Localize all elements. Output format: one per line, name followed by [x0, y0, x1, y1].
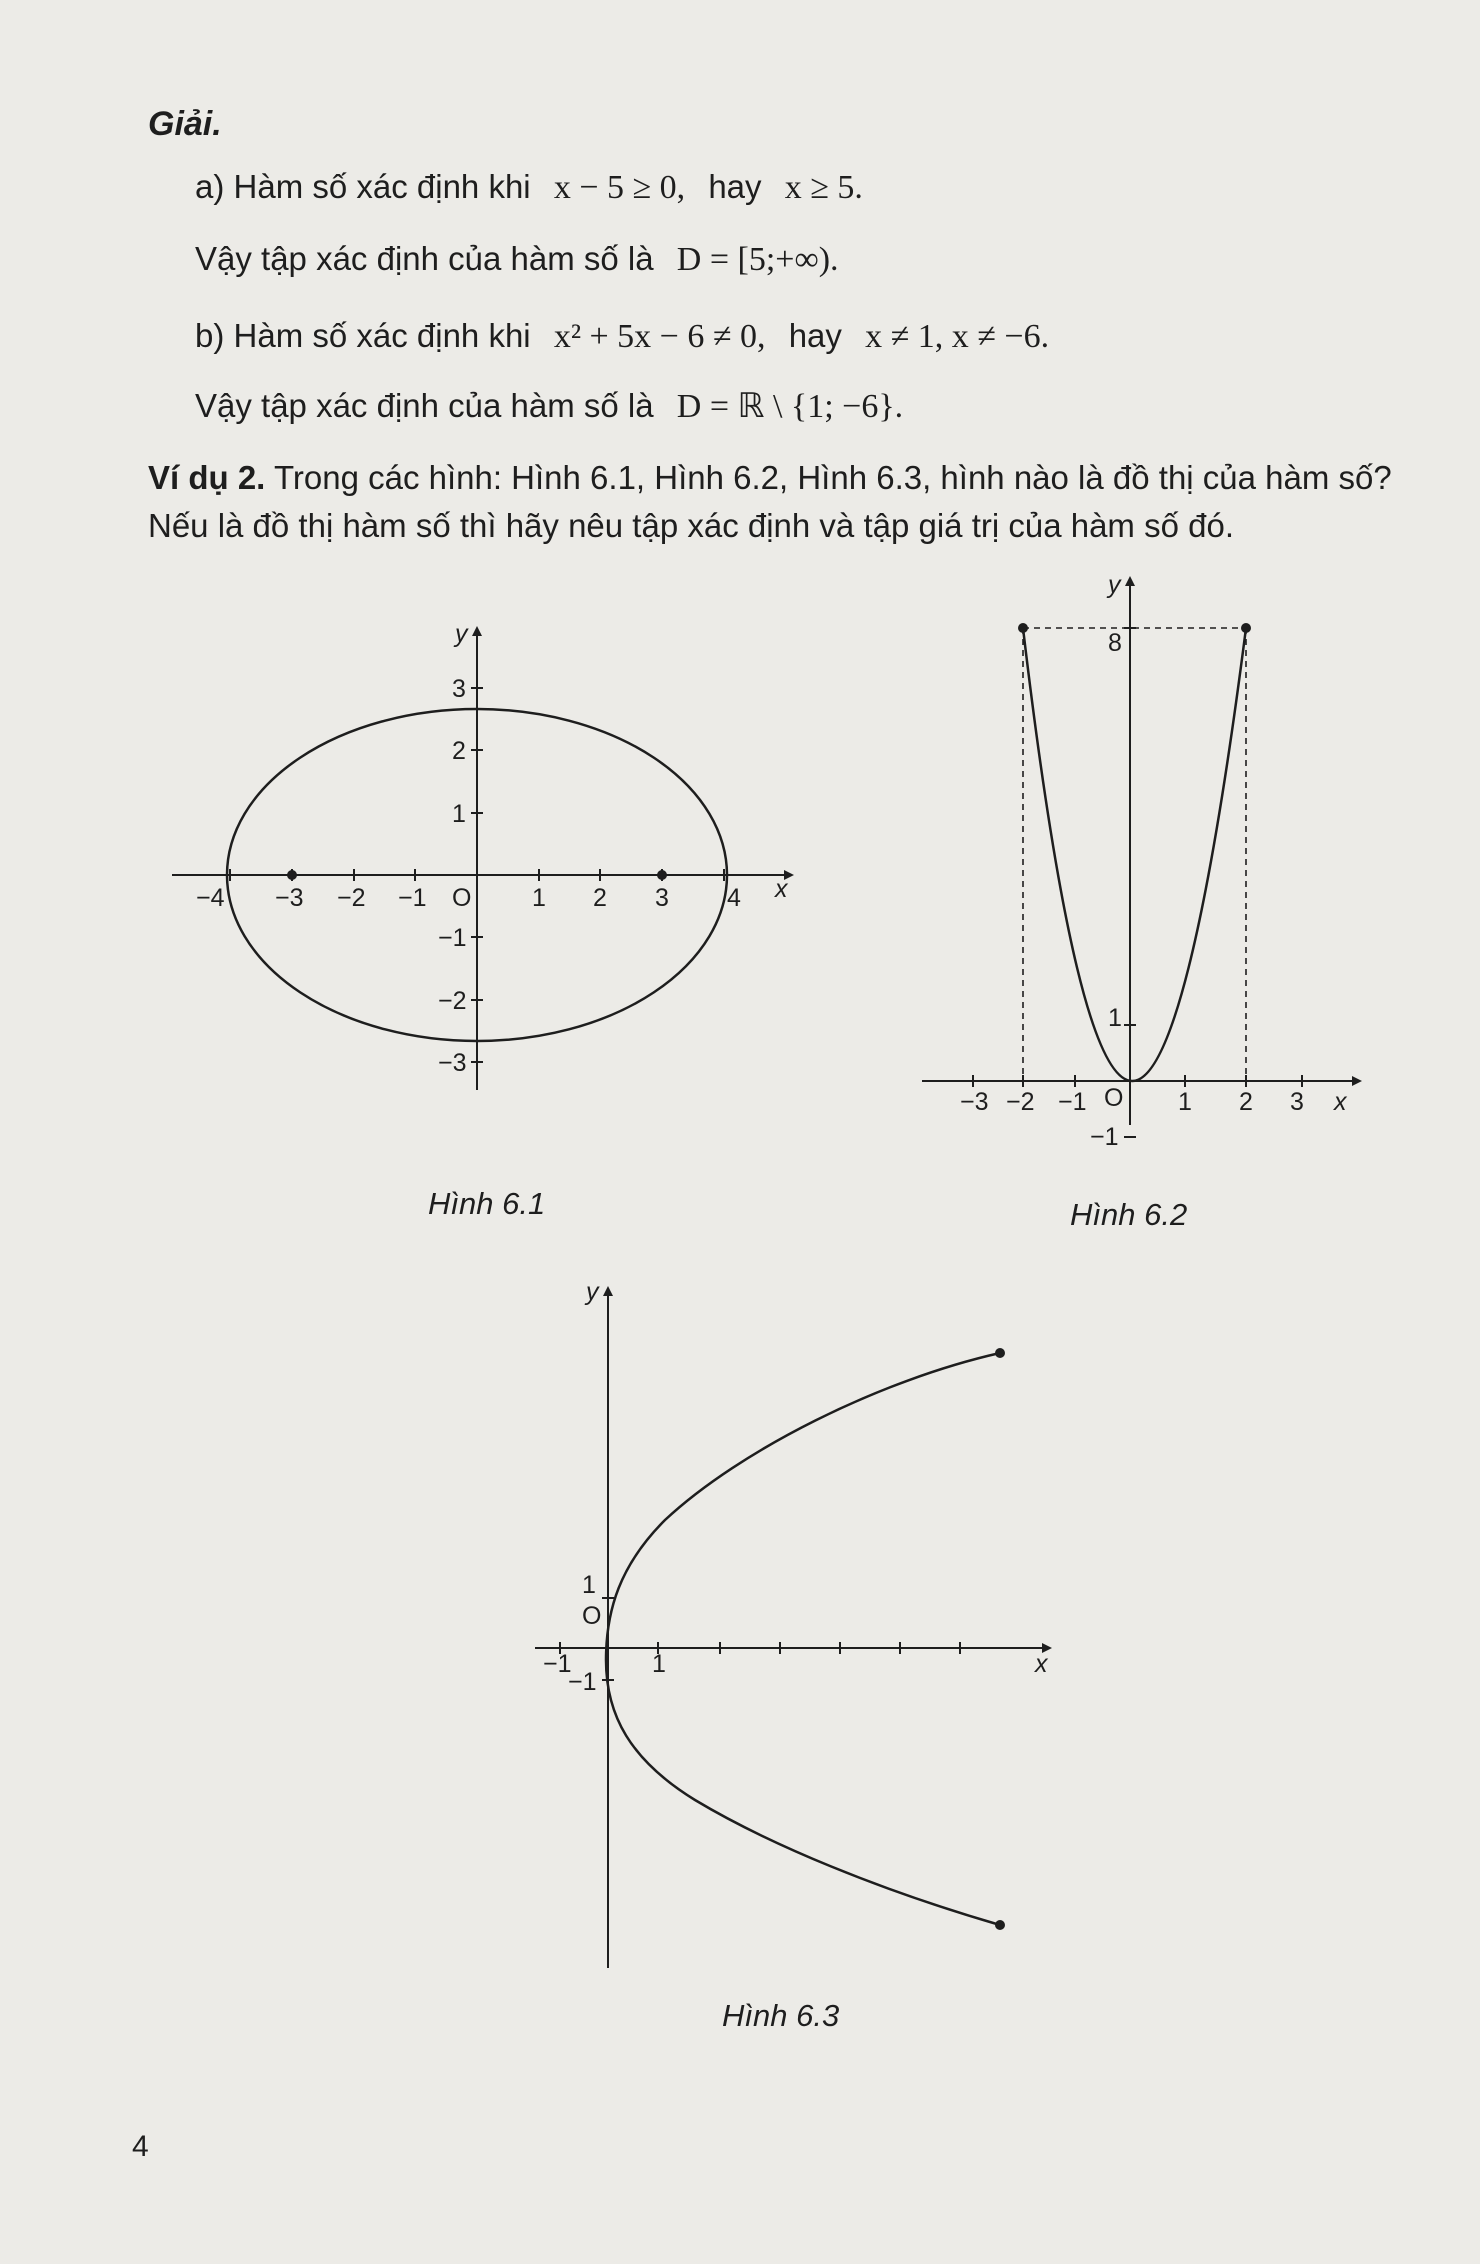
fig3-xtick-1: 1 [652, 1650, 666, 1678]
part-a-domain-text: Vậy tập xác định của hàm số là [195, 240, 654, 277]
part-a-hay: hay [708, 168, 762, 205]
part-a-result-math: x ≥ 5. [784, 169, 863, 206]
part-b-result-math: x ≠ 1, x ≠ −6. [865, 318, 1050, 355]
figure-6-1 [172, 620, 792, 1090]
part-b-hay: hay [788, 317, 842, 354]
fig3-origin: O [582, 1602, 602, 1630]
fig3-curve [606, 1353, 1000, 1925]
fig3-tick-labels [543, 1278, 1049, 1696]
fig1-ytick-2: 2 [452, 737, 466, 765]
fig1-xtick-neg4: −4 [196, 884, 225, 912]
fig1-xtick-neg1: −1 [398, 884, 427, 912]
fig2-xtick-2: 2 [1239, 1088, 1253, 1116]
fig2-xtick-neg1: −1 [1058, 1088, 1087, 1116]
fig2-x-label: x [1334, 1088, 1347, 1116]
part-a-condition-math: x − 5 ≥ 0, [553, 169, 686, 206]
fig1-xtick-4: 4 [727, 884, 741, 912]
fig2-parabola [1023, 628, 1246, 1081]
part-b-text: b) Hàm số xác định khi [195, 317, 531, 354]
fig1-origin: O [452, 884, 472, 912]
fig2-xtick-neg2: −2 [1006, 1088, 1035, 1116]
fig2-xtick-1: 1 [1178, 1088, 1192, 1116]
fig2-endpoint-right [1241, 623, 1251, 633]
fig2-xtick-3: 3 [1290, 1088, 1304, 1116]
fig1-ytick-neg3: −3 [438, 1049, 467, 1077]
part-a-text: a) Hàm số xác định khi [195, 168, 531, 205]
fig3-endpoint-bottom [995, 1920, 1005, 1930]
fig3-tick-marks [560, 1598, 960, 1680]
fig1-xtick-3: 3 [655, 884, 669, 912]
fig2-xtick-neg3: −3 [960, 1088, 989, 1116]
fig1-xtick-1: 1 [532, 884, 546, 912]
figure-6-2-caption: Hình 6.2 [1070, 1197, 1188, 1232]
fig1-x-label: x [775, 875, 788, 903]
figure-6-2 [922, 571, 1360, 1151]
part-b-domain-math: D = ℝ \ {1; −6}. [676, 388, 904, 425]
fig2-endpoint-left [1018, 623, 1028, 633]
part-b-domain-text: Vậy tập xác định của hàm số là [195, 387, 654, 424]
fig1-xtick-neg2: −2 [337, 884, 366, 912]
fig2-origin: O [1104, 1084, 1124, 1112]
fig2-y-label: y [1108, 571, 1121, 599]
fig2-ytick-neg1: −1 [1090, 1123, 1119, 1151]
fig3-endpoint-top [995, 1348, 1005, 1358]
solution-heading: Giải. [148, 105, 222, 143]
figure-6-1-caption: Hình 6.1 [428, 1186, 546, 1221]
figure-6-3-caption: Hình 6.3 [722, 1998, 840, 2033]
fig1-xtick-neg3: −3 [275, 884, 304, 912]
figure-6-3 [535, 1278, 1050, 1968]
fig1-ytick-neg1: −1 [438, 924, 467, 952]
fig1-ytick-3: 3 [452, 675, 466, 703]
fig1-ytick-1: 1 [452, 800, 466, 828]
fig1-tick-labels [196, 620, 789, 1077]
example2-line2: Nếu là đồ thị hàm số thì hãy nêu tập xác định và tập giá trị của hàm số đó. [148, 507, 1234, 544]
fig3-y-label: y [586, 1278, 599, 1306]
fig3-ytick-1: 1 [582, 1571, 596, 1599]
fig2-ytick-8: 8 [1108, 629, 1122, 657]
page-number: 4 [132, 2130, 149, 2163]
fig1-ytick-neg2: −2 [438, 987, 467, 1015]
example2-question: Trong các hình: Hình 6.1, Hình 6.2, Hình 6.3, hình nào là đồ thị của hàm số? [273, 459, 1392, 496]
fig1-y-label: y [455, 620, 468, 648]
fig3-ytick-neg1: −1 [568, 1668, 597, 1696]
fig2-ytick-1: 1 [1108, 1004, 1122, 1032]
fig1-xtick-2: 2 [593, 884, 607, 912]
fig3-x-label: x [1035, 1650, 1048, 1678]
example2-label: Ví dụ 2. [148, 459, 266, 496]
part-b-condition-math: x² + 5x − 6 ≠ 0, [553, 318, 766, 355]
part-a-domain-math: D = [5;+∞). [676, 241, 839, 278]
fig3-xtick-neg1: −1 [543, 1650, 572, 1678]
